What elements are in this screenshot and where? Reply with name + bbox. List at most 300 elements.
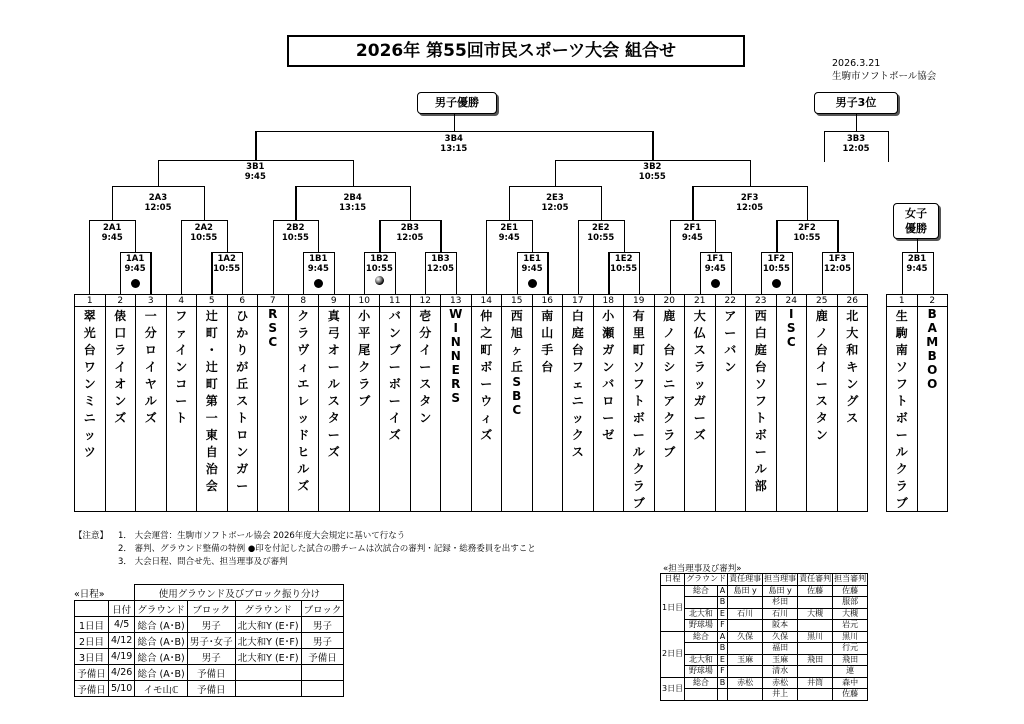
men-team-cell [776,307,807,512]
dot-icon [528,279,537,288]
referees-cell: 野球場 [685,666,718,678]
men-team-name: ア ー バ ン [724,309,737,374]
men-team-name: ひ か り が 丘 ス ト ロ ン ガ ー [236,309,249,493]
bracket-line [555,160,556,186]
referees-cell: 久保 [763,631,798,643]
schedule-caption: «日程» [74,589,105,600]
bracket-line [112,186,204,187]
men-number: 15 [502,295,533,307]
men-number: 10 [349,295,380,307]
schedule-row [75,649,344,665]
schedule-cell: 4/12 [109,633,135,649]
referees-day: 2日目 [661,631,685,677]
schedule-cell: 4/5 [109,617,135,633]
referees-cell: F [717,666,727,678]
referees-row [661,585,868,597]
men-number: 14 [471,295,502,307]
bracket-line [824,131,888,132]
notes [74,530,536,569]
men-team-name: R S C [268,307,278,349]
schedule-cell: 総合 (A･B) [135,649,188,665]
men-team-name: 鹿 ノ 台 イ ー ス タ ン [815,309,828,442]
note-3: 3． 大会日程、問合せ先、担当理事及び審判 [118,557,288,567]
bracket-line [158,160,353,161]
bracket-line [822,252,853,253]
referees-cell: 赤松 [763,677,798,689]
men-number: 16 [532,295,563,307]
referees-cell: 石川 [728,608,763,620]
women-champion-text: 女子優勝 [905,207,927,235]
men-team-cell [471,307,502,512]
men-number: 2 [105,295,136,307]
bracket-line [295,186,410,187]
referees-cell [798,643,833,655]
men-team-name: ク ラ ヴ ィ エ レ ッ ド ヒ ル ズ [297,309,310,493]
men-team-name: 西 白 庭 台 ソ フ ト ボ ー ル 部 [754,309,767,493]
referees-header: 担当審判 [834,574,867,584]
schedule-cell: 男子 [187,617,235,633]
bracket-line [692,186,807,187]
men-champion-label: 男子優勝 [417,92,497,114]
dot-icon [772,279,781,288]
bracket-line [509,186,510,220]
women-team-table [886,294,948,512]
referees-cell: 総合 [685,677,718,689]
referees-cell: 行元 [833,643,868,655]
bracket-line [517,252,548,253]
schedule-cell: 予備日 [75,665,109,681]
referees-cell: E [717,608,727,620]
date-text: 2026.3.21 [832,58,881,69]
referees-cell: B [717,597,727,609]
page-title: 2026年 第55回市民スポーツ大会 組合せ [287,35,745,67]
match-label-3B4: 3B4 13:15 [440,134,468,154]
schedule-cell: 北大和Y (E･F) [235,617,301,633]
match-label-2A2: 2A2 10:55 [190,223,218,243]
men-number: 4 [166,295,197,307]
referees-cell [728,597,763,609]
bracket-line [211,252,242,253]
referees-cell: A [717,631,727,643]
match-label-2A1: 2A1 9:45 [101,223,123,243]
referees-cell: A [717,585,727,597]
referees-cell: 岩元 [833,620,868,632]
note-1: 1． 大会運営：生駒市ソフトボール協会 2026年度大会規定に基いて行なう [118,531,406,541]
organizer-text: 生駒市ソフトボール協会 [832,71,937,82]
schedule-cell [301,681,344,697]
referees-row [661,689,868,701]
schedule-cell: 予備日 [301,649,344,665]
match-label-2E1: 2E1 9:45 [498,223,520,243]
dot-icon [314,279,323,288]
schedule-row [75,633,344,649]
referees-cell: 森中 [833,677,868,689]
men-team-cell [715,307,746,512]
match-label-2E3: 2E3 12:05 [541,193,569,213]
referees-cell: 島田 y [728,585,763,597]
men-team-cell [349,307,380,512]
referees-cell: 佐藤 [833,689,868,701]
schedule-cell: 予備日 [187,681,235,697]
referees-row [661,666,868,678]
schedule-header: ブロック [187,601,235,617]
schedule-cell: 4/19 [109,649,135,665]
schedule-cell: 男子･女子 [187,633,235,649]
men-number: 22 [715,295,746,307]
bracket-line [601,186,602,220]
men-team-cell [410,307,441,512]
referees-cell: 杉田 [763,597,798,609]
referees-cell: 野球場 [685,620,718,632]
referees-cell: B [717,643,727,655]
men-team-name: I S C [786,307,796,349]
match-label-1A2: 1A2 10:55 [213,254,241,274]
bracket-line [379,220,440,221]
men-team-name: 壱 分 イ ー ス タ ン [419,309,432,425]
referees-cell [728,643,763,655]
bracket-line [700,252,731,253]
bracket-line [353,160,354,186]
women-team-name: 生 駒 南 ソ フ ト ボ ー ル ク ラ ブ [895,309,908,510]
schedule-cell [301,665,344,681]
men-number: 17 [563,295,594,307]
match-label-1E1: 1E1 9:45 [521,254,543,274]
bracket-line [670,220,716,221]
men-team-cell [807,307,838,512]
match-label-3B2: 3B2 10:55 [638,162,666,182]
schedule-row [75,665,344,681]
schedule-header: 日付 [109,601,135,617]
schedule-cell [235,681,301,697]
referees-cell [728,620,763,632]
men-number: 24 [776,295,807,307]
men-team-cell [288,307,319,512]
notes-label: 【注意】 [74,531,109,541]
women-team-cell [917,307,948,512]
schedule-cell: 男子 [187,649,235,665]
match-label-2B3: 2B3 12:05 [396,223,424,243]
bracket-line [364,252,395,253]
men-team-cell [319,307,350,512]
men-number: 25 [807,295,838,307]
bracket-line [578,220,624,221]
bracket-line [425,252,456,253]
referees-cell: E [717,654,727,666]
match-label-3B1: 3B1 9:45 [244,162,266,182]
match-label-2B2: 2B2 10:55 [281,223,309,243]
men-team-cell [746,307,777,512]
men-team-cell [685,307,716,512]
bracket-line [440,220,441,252]
referees-cell: 総合 [685,631,718,643]
match-label-2F1: 2F1 9:45 [681,223,703,243]
referees-cell: 石川 [763,608,798,620]
bracket-line [295,186,296,220]
referees-cell: 井上 [763,689,798,701]
bracket-line [837,220,838,252]
women-team-cell [887,307,918,512]
dot-icon [711,279,720,288]
men-team-cell [166,307,197,512]
men-team-cell [441,307,472,512]
schedule-cell: 4/26 [109,665,135,681]
referees-cell: 大槻 [833,608,868,620]
referees-day: 1日目 [661,585,685,631]
schedule-cell: 5/10 [109,681,135,697]
men-team-cell [502,307,533,512]
referees-row [661,597,868,609]
referees-cell: 阪本 [763,620,798,632]
bracket-line [204,186,205,220]
schedule-cell: 1日目 [75,617,109,633]
bracket-line [509,186,601,187]
men-team-name: 鹿 ノ 台 シ ニ ア ク ラ ブ [663,309,676,459]
note-2: 2． 審判、グラウンド整備の特例 ●印を付記した試合の勝チームは次試合の審判・記録・総務委員を出すこと [118,544,536,554]
bracket-line [255,131,256,160]
referees-cell: 飛田 [798,654,833,666]
schedule-header-merged: 使用グラウンド及びブロック振り分け [135,585,344,601]
match-label-2B1: 2B1 9:45 [906,254,928,274]
schedule-cell: 男子 [301,617,344,633]
bracket-line [555,160,750,161]
referees-header: 日程 [661,574,685,586]
men-number: 3 [136,295,167,307]
match-label-2A3: 2A3 12:05 [144,193,172,213]
referees-caption: «担当理事及び審判» [663,564,742,574]
schedule-cell: 総合 (A･B) [135,633,188,649]
bracket-line [181,220,227,221]
men-number: 21 [685,295,716,307]
referees-header: グラウンド [686,574,727,584]
schedule-row [75,681,344,697]
referees-cell [685,597,718,609]
men-number: 26 [837,295,868,307]
bracket-line [856,114,857,131]
men-team-name: 南 山 手 台 [541,309,554,374]
referees-cell [728,666,763,678]
referees-day: 3日目 [661,677,685,700]
men-number: 12 [410,295,441,307]
referees-cell: 飛田 [833,654,868,666]
schedule-cell: 予備日 [75,681,109,697]
referees-cell [798,666,833,678]
schedule-header: ブロック [301,601,344,617]
men-team-name: 北 大 和 キ ン グ ス [846,309,859,425]
women-number: 1 [887,295,918,307]
referees-header: 担当理事 [764,574,797,584]
men-number: 23 [746,295,777,307]
schedule-cell: 3日目 [75,649,109,665]
men-team-cell [197,307,228,512]
bracket-line [89,220,135,221]
match-label-2E2: 2E2 10:55 [587,223,615,243]
bracket-line [410,186,411,220]
men-team-name: フ ァ イ ン コ ー ト [175,309,188,425]
schedule-cell: 北大和Y (E･F) [235,633,301,649]
referees-cell [685,689,718,701]
bracket-line [776,220,837,221]
bracket-line [273,220,319,221]
men-team-cell [654,307,685,512]
schedule-row [75,617,344,633]
schedule-cell: 予備日 [187,665,235,681]
bracket-line [652,131,653,160]
referees-cell: 玉麻 [728,654,763,666]
referees-cell: 大槻 [798,608,833,620]
men-team-cell [593,307,624,512]
bracket-line [824,131,825,162]
referees-cell: 佐藤 [798,585,833,597]
men-number: 20 [654,295,685,307]
men-team-name: 白 庭 台 フ ェ ニ ッ ク ス [571,309,584,459]
men-team-name: 大 仏 ス ラ ッ ガ ー ズ [693,309,706,442]
women-team-name: B A M B O O [926,307,939,391]
men-team-cell [532,307,563,512]
schedule-cell: 2日目 [75,633,109,649]
men-team-cell [624,307,655,512]
match-label-1B2: 1B2 10:55 [365,254,393,274]
bracket-line [750,160,751,186]
men-team-name: 仲 之 町 ボ ー ウ ィ ズ [480,309,493,442]
bracket-line [158,160,159,186]
bracket-line [917,239,918,252]
bracket-line [902,252,933,253]
women-champion-label [893,203,939,239]
referees-cell [685,643,718,655]
referees-cell: 島田 y [763,585,798,597]
men-number: 9 [319,295,350,307]
referees-table [660,573,868,701]
match-label-1F1: 1F1 9:45 [704,254,726,274]
match-label-1A1: 1A1 9:45 [124,254,146,274]
men-team-cell [105,307,136,512]
bracket-line [608,252,639,253]
referees-cell: 黒川 [833,631,868,643]
match-label-1F3: 1F3 12:05 [823,254,851,274]
men-team-name: 小 瀬 ガ ン バ ロ ー ゼ [602,309,615,442]
schedule-cell: 男子 [301,633,344,649]
men-team-name: 辻 町 ・ 辻 町 第 一 東 自 治 会 [205,309,218,493]
referees-cell: 井筒 [798,677,833,689]
men-team-name: 一 分 ロ イ ヤ ル ズ [144,309,157,425]
referees-cell [798,689,833,701]
men-team-cell [75,307,106,512]
referees-cell: B [717,677,727,689]
men-number: 7 [258,295,289,307]
referees-cell: 北大和 [685,654,718,666]
men-team-cell [563,307,594,512]
bracket-line [807,186,808,220]
referees-row [661,620,868,632]
match-label-1E2: 1E2 10:55 [610,254,638,274]
men-team-name: 小 平 尾 ク ラ ブ [358,309,371,408]
men-number: 11 [380,295,411,307]
referees-cell: 北大和 [685,608,718,620]
referees-cell [728,689,763,701]
men-team-name: 俵 口 ラ イ オ ン ズ [114,309,127,425]
schedule-table [74,584,344,697]
match-label-2B4: 2B4 13:15 [339,193,367,213]
schedule-cell: 総合 (A･B) [135,665,188,681]
men-team-cell [380,307,411,512]
men-team-name: バ ン ブ ー ボ ー イ ズ [388,309,401,442]
men-number: 6 [227,295,258,307]
match-label-2F3: 2F3 12:05 [736,193,764,213]
bracket-line [888,131,889,162]
referees-cell: 福田 [763,643,798,655]
women-number: 2 [917,295,948,307]
referees-cell: 清水 [763,666,798,678]
match-label-2F2: 2F2 10:55 [793,223,821,243]
bracket-line [120,252,151,253]
men-team-cell [837,307,868,512]
men-team-cell [258,307,289,512]
referees-row [661,608,868,620]
dot-icon [131,279,140,288]
referees-cell: F [717,620,727,632]
referees-cell [798,620,833,632]
men-number: 13 [441,295,472,307]
referees-cell: 服部 [833,597,868,609]
referees-cell: 久保 [728,631,763,643]
schedule-cell: 北大和Y (E･F) [235,649,301,665]
referees-row [661,631,868,643]
referees-cell [717,689,727,701]
dot-icon [375,276,384,285]
referees-header: 責任理事 [729,574,762,584]
men-number: 18 [593,295,624,307]
schedule-header: グラウンド [135,601,188,617]
referees-cell [798,597,833,609]
bracket-line [303,252,334,253]
referees-row [661,677,868,689]
schedule-cell: イモ山ℂ [135,681,188,697]
bracket-line [486,220,532,221]
referees-row [661,643,868,655]
men-number: 1 [75,295,106,307]
bracket-line [692,186,693,220]
match-label-1B1: 1B1 9:45 [307,254,329,274]
men-team-name: 真 弓 オ ー ル ス タ ー ズ [327,309,340,459]
men-team-name: 西 旭 ヶ 丘 S B C [510,309,523,417]
men-number: 19 [624,295,655,307]
bracket-line [255,131,652,132]
referees-header: 責任審判 [799,574,832,584]
schedule-cell: 総合 (A･B) [135,617,188,633]
men-team-name: W I N N E R S [449,307,463,405]
men-team-cell [136,307,167,512]
referees-cell: 玉麻 [763,654,798,666]
bracket-line [112,186,113,220]
men-team-name: 翠 光 台 ワ ン ミ ニ ッ ツ [83,309,96,459]
match-label-3B3: 3B3 12:05 [842,134,870,154]
referees-cell: 赤松 [728,677,763,689]
men-number: 8 [288,295,319,307]
men-team-table [74,294,868,512]
men-team-name: 有 里 町 ソ フ ト ボ ー ル ク ラ ブ [632,309,645,510]
referees-cell: 連 [833,666,868,678]
referees-cell: 黒川 [798,631,833,643]
match-label-1B3: 1B3 12:05 [426,254,454,274]
referees-cell: 総合 [685,585,718,597]
match-label-1F2: 1F2 10:55 [762,254,790,274]
referees-row [661,654,868,666]
men-third-label: 男子3位 [814,92,898,114]
referees-cell: 佐藤 [833,585,868,597]
men-number: 5 [197,295,228,307]
schedule-cell [235,665,301,681]
men-team-cell [227,307,258,512]
